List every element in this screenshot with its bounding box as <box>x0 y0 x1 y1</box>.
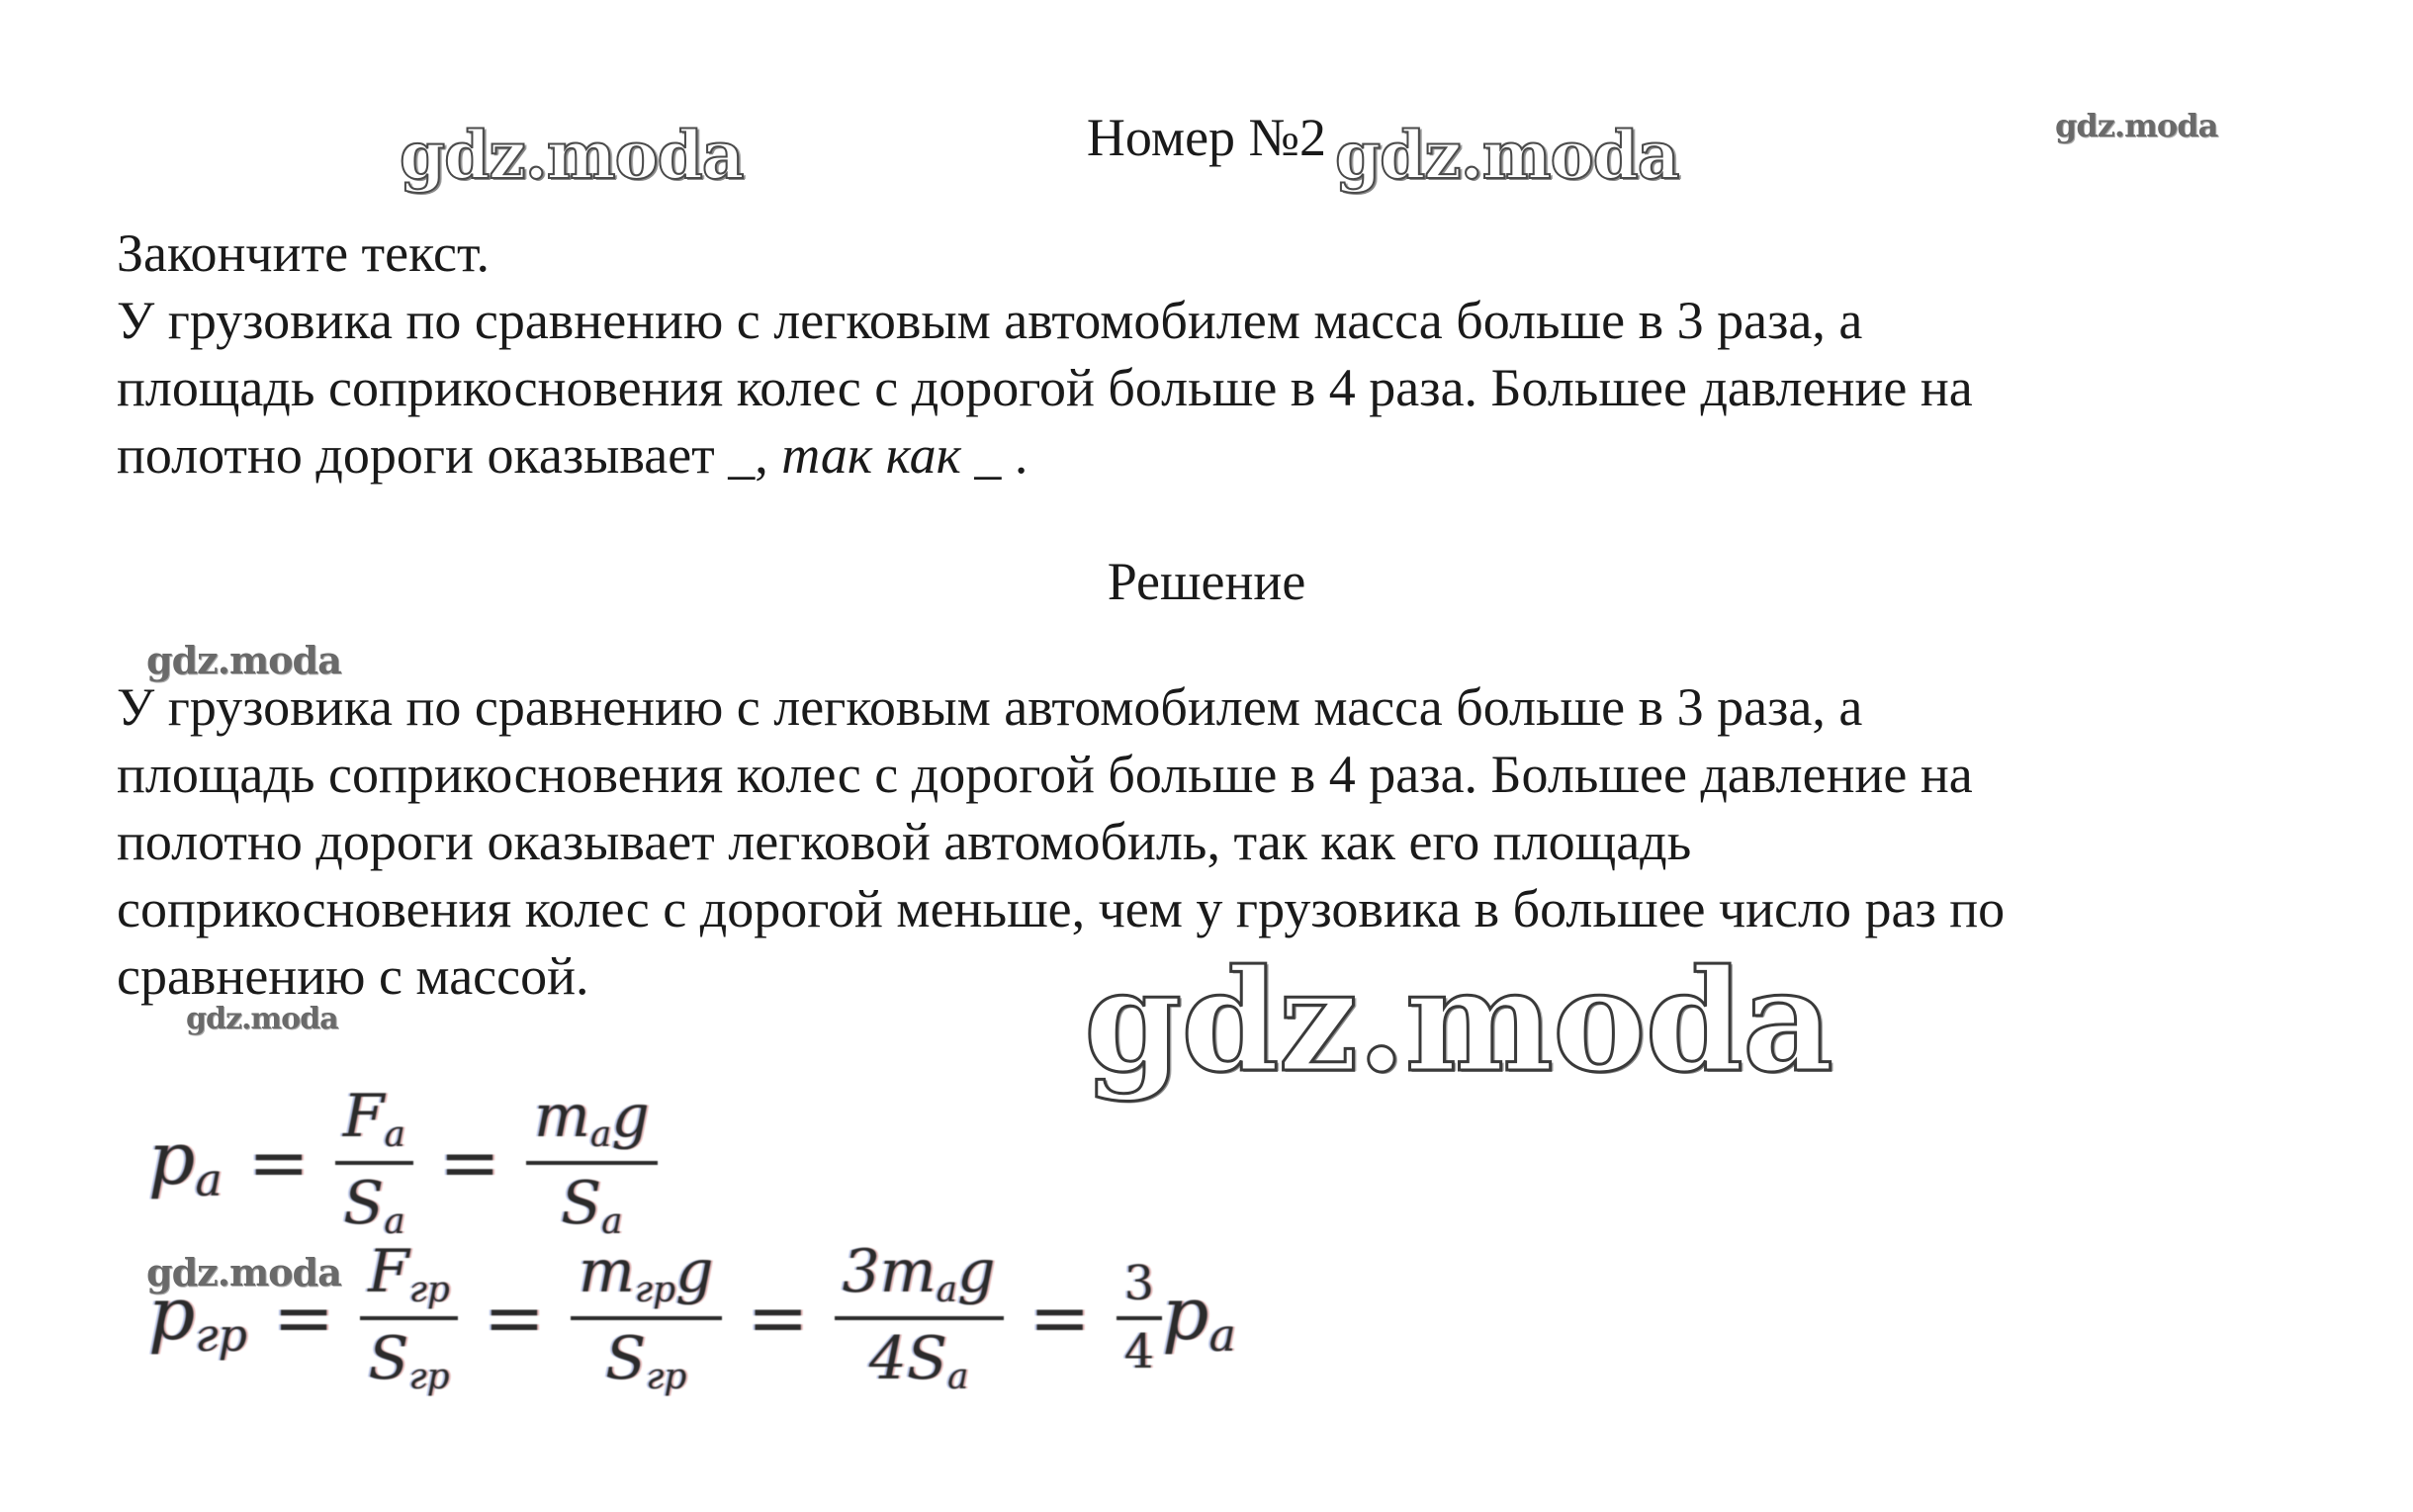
watermark: gdz.moda <box>186 1002 338 1036</box>
page-title: Номер №2 <box>1086 108 1327 167</box>
formula-lhs: $p_{гр}$ <box>148 1272 248 1363</box>
watermark: gdz.moda <box>2055 107 2218 144</box>
task-line-italic: так как _ <box>781 425 1015 485</box>
formula-pressure-truck <box>148 1239 1236 1396</box>
task-line: У грузовика по сравнению с легковым автомобилем масса больше в 3 раза, а <box>117 291 1863 350</box>
equals-sign: = <box>438 1119 500 1205</box>
solution-text <box>117 673 2352 1010</box>
formula-pressure-car <box>148 1084 658 1241</box>
solution-line: соприкосновения колес с дорогой меньше, чем у грузовика в большее число раз по <box>117 879 2006 938</box>
solution-line: полотно дороги оказывает легковой автомобиль, так как его площадь <box>117 812 1692 871</box>
fraction-three-quarters: $\frac{3}{4}$ <box>1117 1258 1163 1379</box>
solution-line: сравнению с массой. <box>117 946 589 1006</box>
equals-sign: = <box>273 1275 335 1361</box>
fraction: $\frac{F_{гр}}{S_{гр}}$ <box>360 1239 458 1396</box>
watermark: gdz.moda <box>146 1250 341 1294</box>
equals-sign: = <box>1028 1275 1091 1361</box>
task-line-start: полотно дороги оказывает _, <box>117 425 782 485</box>
watermark: gdz.moda <box>400 117 744 194</box>
formula-lhs: $p_a$ <box>148 1116 223 1207</box>
equals-sign: = <box>483 1275 545 1361</box>
task-line <box>117 421 2332 489</box>
watermark: gdz.moda <box>1335 117 1679 194</box>
fraction: $\frac{m_ag}{S_a}$ <box>526 1084 658 1241</box>
formula-rhs: $p_a$ <box>1162 1272 1236 1363</box>
solution-line: У грузовика по сравнению с легковым автомобилем масса больше в 3 раза, а <box>117 677 1863 737</box>
task-line-end: . <box>1014 425 1028 485</box>
equals-sign: = <box>747 1275 809 1361</box>
task-line: площадь соприкосновения колес с дорогой больше в 4 раза. Большее давление на <box>117 358 1973 417</box>
equals-sign: = <box>247 1119 310 1205</box>
watermark: gdz.moda <box>1084 939 1832 1104</box>
fraction: $\frac{3m_ag}{4S_a}$ <box>835 1239 1004 1396</box>
task-line: Закончите текст. <box>117 223 490 283</box>
solution-heading: Решение <box>1107 552 1306 611</box>
watermark: gdz.moda <box>146 638 341 682</box>
fraction: $\frac{m_{гр}g}{S_{гр}}$ <box>571 1239 722 1396</box>
fraction: $\frac{F_a}{S_a}$ <box>335 1084 413 1241</box>
solution-line: площадь соприкосновения колес с дорогой больше в 4 раза. Большее давление на <box>117 745 1973 804</box>
task-text <box>117 220 2332 489</box>
